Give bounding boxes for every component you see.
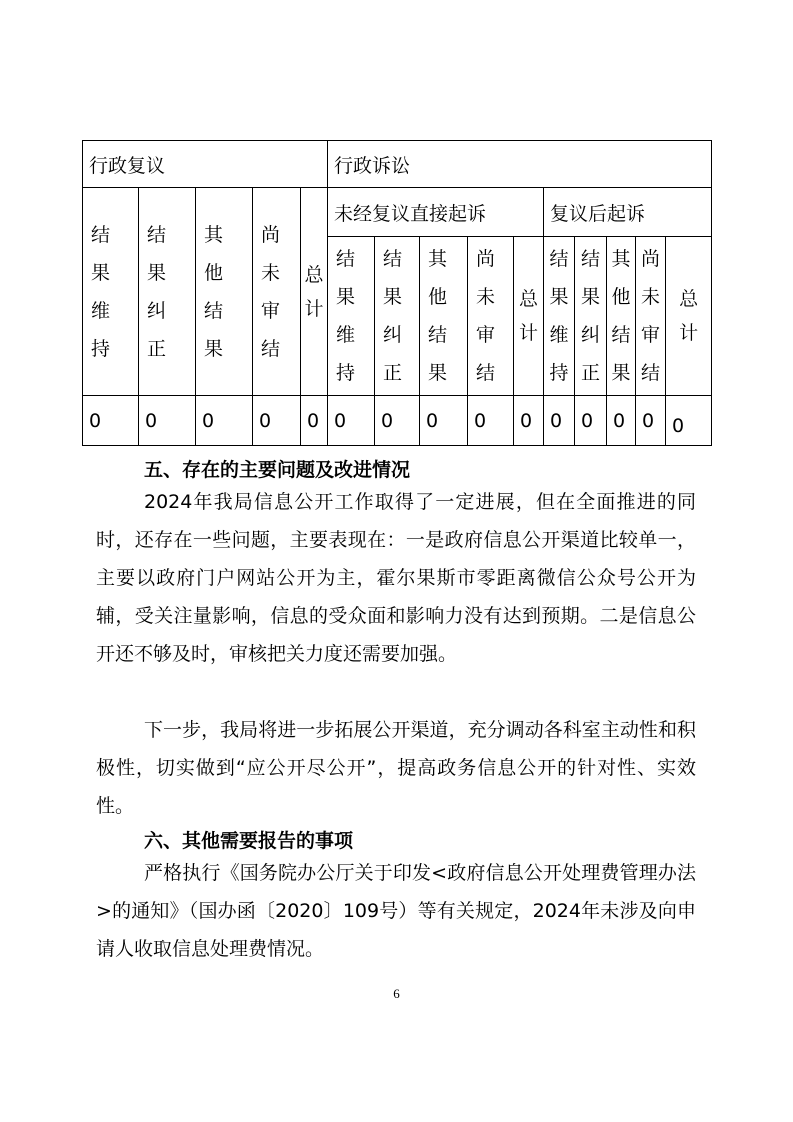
value-cell: 0 (139, 396, 196, 446)
after-corrected-header: 结果纠正 (575, 237, 607, 396)
after-total-header: 总计 (666, 237, 712, 396)
direct-other-header: 其他结果 (420, 237, 468, 396)
page-number: 6 (393, 986, 400, 1001)
admin-litigation-header: 行政诉讼 (328, 141, 712, 188)
section5-heading: 五、存在的主要问题及改进情况 (144, 459, 411, 481)
value-cell: 0 (666, 396, 712, 446)
section5-paragraph-1: 2024年我局信息公开工作取得了一定进展，但在全面推进的同时，还存在一些问题，主要表现在：一是政府信息公开渠道比较单一，主要以政府门户网站公开为主，霍尔果斯市零距离微信公众号公开为辅，受关注量影响，信息的受众面和影响力没有达到预期。二是信息公开还不够及时，审核把关力度还需要加强。 (96, 491, 696, 665)
statistics-table (82, 140, 712, 446)
value-cell: 0 (196, 396, 253, 446)
section5-paragraph-2: 下一步，我局将进一步拓展公开渠道，充分调动各科室主动性和积极性，切实做到“应公开尽公开”，提高政务信息公开的针对性、实效性。 (96, 719, 696, 817)
section6-paragraph-1: 严格执行《国务院办公厅关于印发<政府信息公开处理费管理办法>的通知》（国办函〔2020〕109号）等有关规定，2024年未涉及向申请人收取信息处理费情况。 (96, 862, 696, 960)
value-cell: 0 (253, 396, 301, 446)
section6-heading: 六、其他需要报告的事项 (144, 830, 354, 852)
value-cell: 0 (607, 396, 636, 446)
value-cell: 0 (468, 396, 514, 446)
value-cell: 0 (328, 396, 375, 446)
after-upheld-header: 结果维持 (544, 237, 575, 396)
value-cell: 0 (83, 396, 139, 446)
value-cell: 0 (636, 396, 666, 446)
review-other-header: 其他结果 (196, 188, 253, 396)
value-cell: 0 (420, 396, 468, 446)
review-upheld-header: 结果维持 (83, 188, 139, 396)
value-cell: 0 (575, 396, 607, 446)
after-review-suit-header: 复议后起诉 (544, 188, 712, 237)
after-pending-header: 尚未审结 (636, 237, 666, 396)
after-other-header: 其他结果 (607, 237, 636, 396)
review-pending-header: 尚未审结 (253, 188, 301, 396)
direct-upheld-header: 结果维持 (328, 237, 375, 396)
direct-total-header: 总计 (514, 237, 544, 396)
value-cell: 0 (301, 396, 328, 446)
value-cell: 0 (514, 396, 544, 446)
value-cell: 0 (544, 396, 575, 446)
admin-review-header: 行政复议 (83, 141, 328, 188)
direct-suit-header: 未经复议直接起诉 (328, 188, 544, 237)
direct-corrected-header: 结果纠正 (375, 237, 420, 396)
direct-pending-header: 尚未审结 (468, 237, 514, 396)
value-cell: 0 (375, 396, 420, 446)
review-total-header: 总计 (301, 188, 328, 396)
review-corrected-header: 结果纠正 (139, 188, 196, 396)
